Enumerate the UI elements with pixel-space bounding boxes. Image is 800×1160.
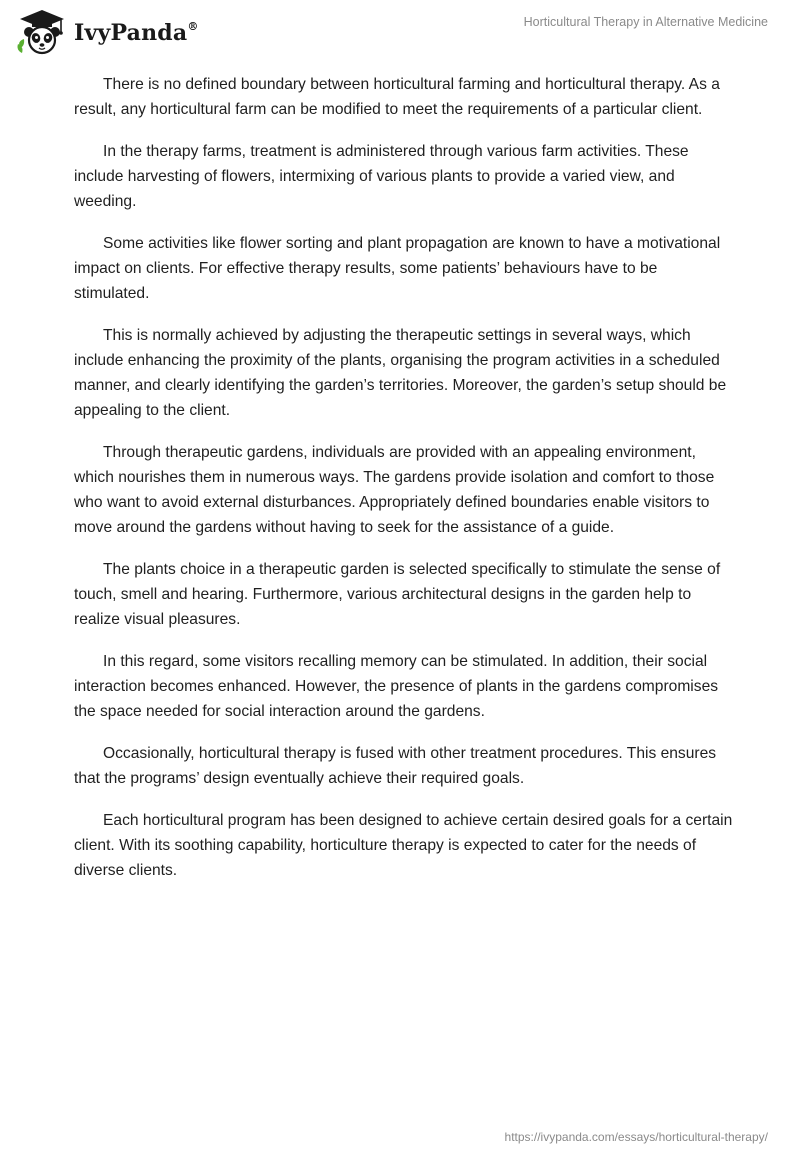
registered-mark: ® <box>187 19 199 33</box>
brand-logo[interactable] <box>14 8 199 56</box>
brand-name: IvyPanda® <box>74 19 199 46</box>
panda-graduate-logo-icon <box>14 8 70 56</box>
page-header <box>0 0 800 60</box>
paragraph: In the therapy farms, treatment is administered through various farm activities. These include harvesting of flowers, intermixing of various plants to provide a varied view, and weeding. <box>74 143 689 210</box>
paragraph: This is normally achieved by adjusting the therapeutic settings in several ways, which include enhancing the proximity of the plants, organising the program activities in a scheduled manner, and clearly identifying the garden’s territories. Moreover, the garden’s setup should be appealing to the client. <box>74 327 727 419</box>
essay-body <box>74 72 734 900</box>
paragraph: Each horticultural program has been designed to achieve certain desired goals for a certain client. With its soothing capability, horticulture therapy is expected to cater for the needs of diverse clients. <box>74 812 733 879</box>
paragraph: The plants choice in a therapeutic garden is selected specifically to stimulate the sense of touch, smell and hearing. Furthermore, various architectural designs in the garden help to realize visual pleasures. <box>74 561 721 628</box>
paragraph: Through therapeutic gardens, individuals are provided with an appealing environment, which nourishes them in numerous ways. The gardens provide isolation and comfort to those who want to avoid external disturbances. Appropriately defined boundaries enable visitors to move around the gardens without having to seek for the assistance of a guide. <box>74 444 715 536</box>
paragraph: There is no defined boundary between horticultural farming and horticultural therapy. As a result, any horticultural farm can be modified to meet the requirements of a particular client. <box>74 76 720 118</box>
document-title: Horticultural Therapy in Alternative Medicine <box>523 15 768 29</box>
paragraph: In this regard, some visitors recalling memory can be stimulated. In addition, their social interaction becomes enhanced. However, the presence of plants in the gardens compromises the space needed for social interaction around the gardens. <box>74 653 719 720</box>
paragraph: Occasionally, horticultural therapy is fused with other treatment procedures. This ensures that the programs’ design eventually achieve their required goals. <box>74 745 717 787</box>
paragraph: Some activities like flower sorting and plant propagation are known to have a motivational impact on clients. For effective therapy results, some patients’ behaviours have to be stimulated. <box>74 235 721 302</box>
source-url[interactable]: https://ivypanda.com/essays/horticultural-therapy/ <box>504 1130 768 1144</box>
